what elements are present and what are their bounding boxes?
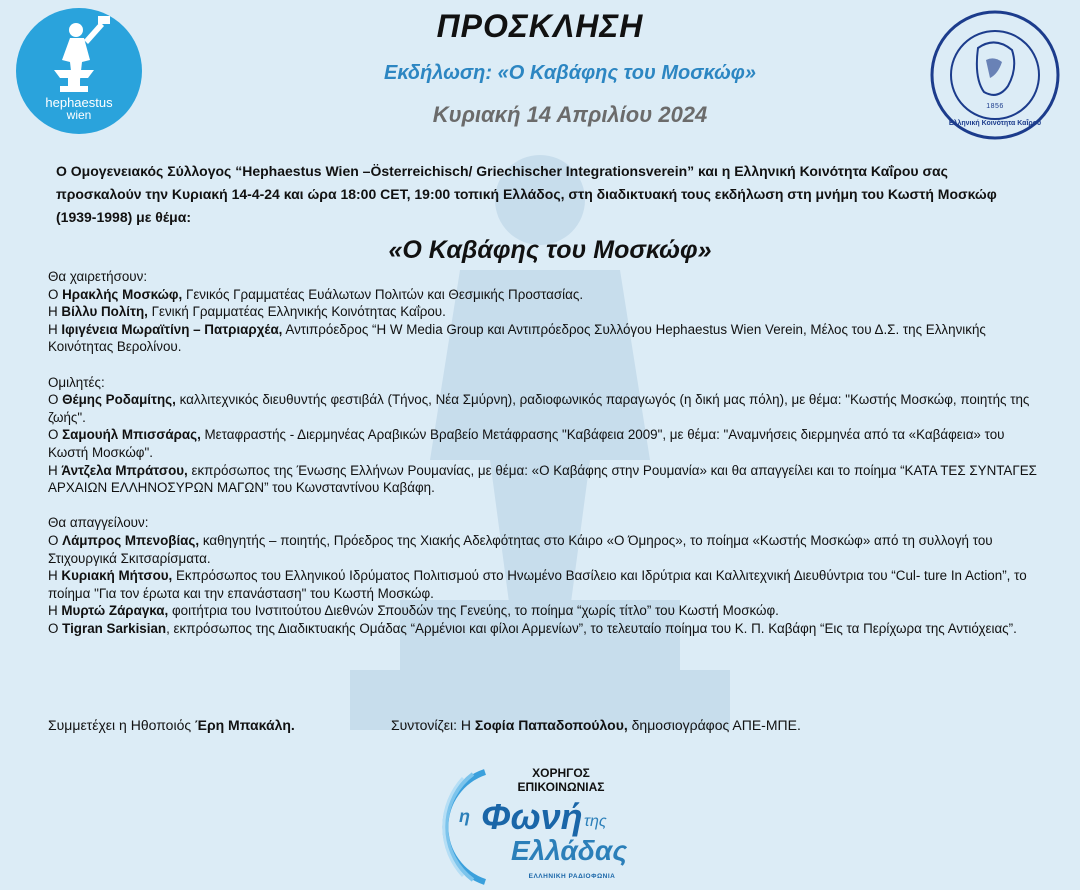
page-title: ΠΡΟΣΚΛΗΣΗ xyxy=(436,8,644,44)
sponsor-label: ΧΟΡΗΓΟΣ ΕΠΙΚΟΙΝΩΝΙΑΣ xyxy=(517,766,605,794)
sponsor-logo-tagline: ΕΛΛΗΝΙΚΗ ΡΑΔΙΟΦΩΝΙΑ xyxy=(528,873,616,880)
actress-note: Συμμετέχει η Ηθοποιός Έρη Μπακάλη. xyxy=(48,717,295,733)
greeting-item: Η Βίλλυ Πολίτη, Γενική Γραμματέας Ελληνικής Κοινότητας Καΐρου. xyxy=(48,304,446,320)
event-date: Κυριακή 14 Απριλίου 2024 xyxy=(432,102,708,127)
reciter-item: Η Κυριακή Μήτσου, Εκπρόσωπος του Ελληνικού Ιδρύματος Πολιτισμού στο Ηνωμένο Βασίλειο και Ιδρύτρια και Καλλιτεχνική Διευθύντρια του “Cul- ture In Action”, το ποίημα "Για τον έρωτα και την επανάσταση" του Κωστή Μοσκώφ. xyxy=(48,568,1027,601)
sponsor-logo-word-h: η xyxy=(459,806,470,826)
intro-paragraph: Ο Ομογενειακός Σύλλογος “Hephaestus Wien –Österreichisch/ Griechischer Integrationsverein” και η Ελληνική Κοινότητα Καΐρου σας προσκαλούν την Κυριακή 14-4-24 και ώρα 18:00 CET, 19:00 τοπική Ελλάδος, στη διαδικτυακή τους εκδήλωση στη μνήμη του Κωστή Μοσκώφ (1939-1998) με θέμα: xyxy=(56,163,997,225)
sponsor-logo-word-of: της xyxy=(584,813,607,830)
sponsor-logo-word-greece: Ελλάδας xyxy=(511,835,628,866)
speaker-item: Ο Σαμουήλ Μπισσάρας, Μεταφραστής - Διερμηνέας Αραβικών Βραβείο Μετάφρασης "Καβάφεια 2009", με θέμα: "Αναμνήσεις διερμηνέα από τα «Καβάφεια» του Κωστή Μοσκώφ". xyxy=(48,427,1005,460)
program-body xyxy=(48,268,1038,637)
event-subtitle: Εκδήλωση: «Ο Καβάφης του Μοσκώφ» xyxy=(384,62,756,84)
greetings-heading: Θα χαιρετήσουν: xyxy=(48,269,148,284)
greeting-item: Η Ιφιγένεια Μωραϊτίνη – Πατριαρχέα, Αντιπρόεδρος “Η W Media Group και Αντιπρόεδρος Συλλόγου Hephaestus Wien Verein, Μέλος του Δ.Σ. της Ελληνικής Κοινότητας Βερολίνου. xyxy=(48,321,986,355)
speakers-heading: Ομιλητές: xyxy=(48,374,105,390)
speaker-item: Η Άντζελα Μπράτσου, εκπρόσωπος της Ένωσης Ελλήνων Ρουμανίας, με θέμα: «Ο Καβάφης στην Ρουμανία» και θα απαγγείλει και το ποίημα “ΚΑΤΑ ΤΕΣ ΣΥΝΤΑΓΕΣ ΑΡΧΑΙΩΝ ΕΛΛΗΝΟΣΥΡΩΝ ΜΑΓΩΝ” του Κωνσταντίνου Καβάφη. xyxy=(48,462,1037,496)
theme-heading: «Ο Καβάφης του Μοσκώφ» xyxy=(388,236,712,264)
sponsor-logo-word-voice: Φωνή xyxy=(481,796,583,837)
logo-text-hephaestus: hephaestus xyxy=(45,95,113,110)
reciters-heading: Θα απαγγείλουν: xyxy=(48,515,149,531)
reciter-item: Η Μυρτώ Ζάραγκα, φοιτήτρια του Ινστιτούτου Διεθνών Σπουδών της Γενεύης, το ποίημα “χωρίς τίτλο” του Κωστή Μοσκώφ. xyxy=(48,603,779,619)
logo-text-wien: wien xyxy=(66,108,92,122)
reciter-item: Ο Λάμπρος Μπενοβίας, καθηγητής – ποιητής, Πρόεδρος της Χιακής Αδελφότητας στο Κάιρο «Ο Όμηρος», το ποίημα «Κωστής Μοσκώφ» από τη συλλογή του Στιχουργικά Σκιτσαρίσματα. xyxy=(48,532,993,566)
seal-year: 1856 xyxy=(986,103,1004,110)
moderator-note: Συντονίζει: Η Σοφία Παπαδοπούλου, δημοσιογράφος ΑΠΕ-ΜΠΕ. xyxy=(391,717,801,733)
greeting-item: Ο Ηρακλής Μοσκώφ, Γενικός Γραμματέας Ευάλωτων Πολιτών και Θεσμικής Προστασίας. xyxy=(48,286,584,302)
seal-community-text: Ελληνική Κοινότητα Καΐρου xyxy=(948,120,1042,127)
speaker-item: Ο Θέμης Ροδαμίτης, καλλιτεχνικός διευθυντής φεστιβάλ (Τήνος, Νέα Σμύρνη), ραδιοφωνικός παραγωγός (η δική μας πόλη), με θέμα: "Κωστής Μοσκώφ, ποιητής της ζωής". xyxy=(48,392,1030,425)
reciter-item: Ο Tigran Sarkisian, εκπρόσωπος της Διαδικτυακής Ομάδας “Αρμένιοι και φίλοι Αρμενίων”, το τελευταίο ποίημα του Κ. Π. Καβάφη “Εις τα Περίχωρα της Αντιόχειας”. xyxy=(48,620,1017,636)
